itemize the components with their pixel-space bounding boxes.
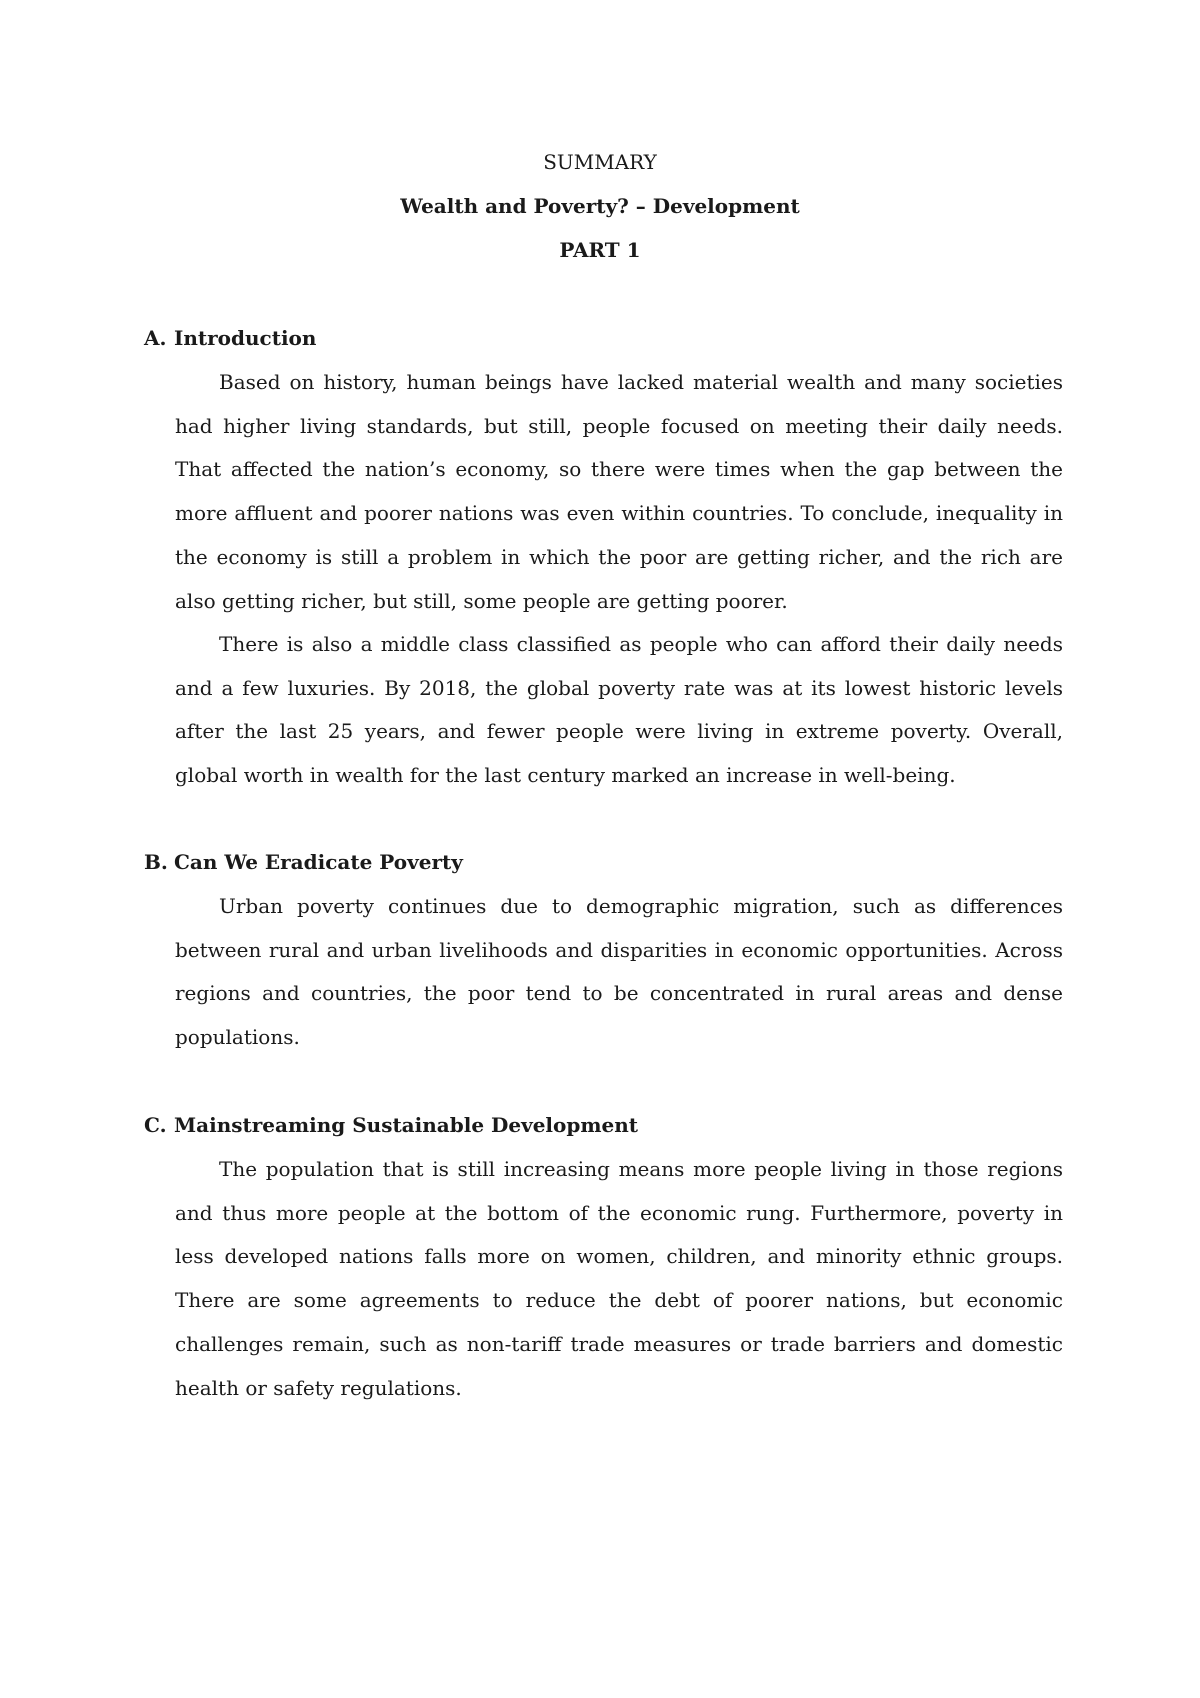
section-c-heading: [144, 1111, 638, 1139]
section-a-letter: A.: [144, 326, 167, 350]
document-title: Wealth and Poverty? – Development: [400, 194, 800, 218]
section-a-heading: [144, 324, 316, 352]
section-c-letter: C.: [144, 1113, 167, 1137]
section-b-letter: B.: [144, 850, 168, 874]
summary-heading: SUMMARY: [543, 150, 657, 174]
section-a-paragraph-1: Based on history, human beings have lacked material wealth and many societies had higher living standards, but still, people focused on meeting their daily needs. That affected the nation’s economy, so there were times when the gap between the more affluent and poorer nations was even within countries. To conclude, inequality in the economy is still a problem in which the poor are getting richer, and the rich are also getting richer, but still, some people are getting poorer.: [175, 370, 1063, 613]
section-c-paragraph-1: The population that is still increasing means more people living in those regions and thus more people at the bottom of the economic rung. Furthermore, poverty in less developed nations falls more on women, children, and minority ethnic groups. There are some agreements to reduce the debt of poorer nations, but economic challenges remain, such as non-tariff trade measures or trade barriers and domestic health or safety regulations.: [175, 1157, 1063, 1400]
section-b-heading: [144, 848, 463, 876]
part-heading: PART 1: [559, 238, 641, 262]
section-b-title: Can We Eradicate Poverty: [174, 850, 463, 874]
section-a-paragraph-2: There is also a middle class classified as people who can afford their daily needs and a few luxuries. By 2018, the global poverty rate was at its lowest historic levels after the last 25 years, and fewer people were living in extreme poverty. Overall, global worth in wealth for the last century marked an increase in well-being.: [175, 632, 1063, 788]
section-c-title: Mainstreaming Sustainable Development: [174, 1113, 639, 1137]
section-a-title: Introduction: [174, 326, 317, 350]
section-b-paragraph-1: Urban poverty continues due to demographic migration, such as differences between rural and urban livelihoods and disparities in economic opportunities. Across regions and countries, the poor tend to be concentrated in rural areas and dense populations.: [175, 894, 1063, 1050]
